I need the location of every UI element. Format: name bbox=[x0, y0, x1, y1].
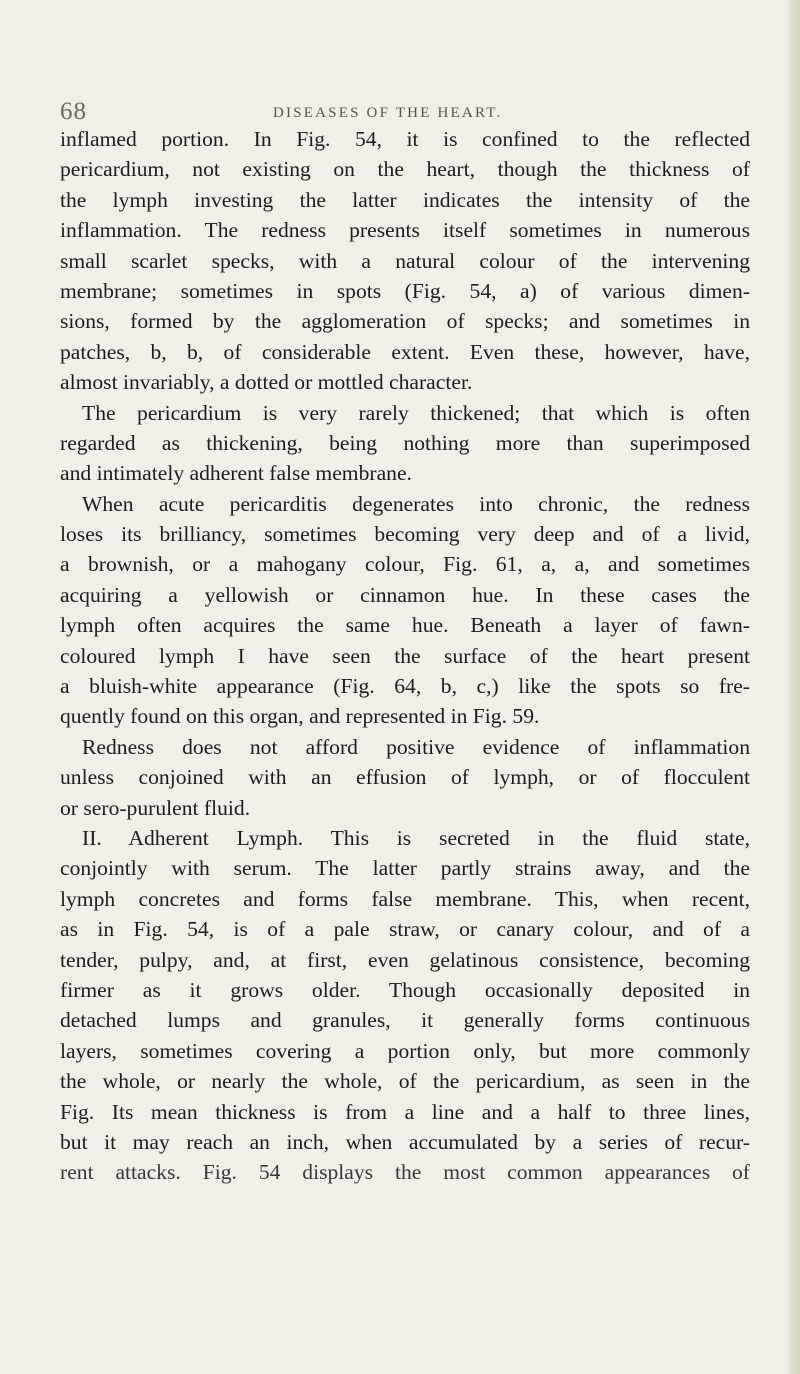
text-line: unless conjoined with an effusion of lymph, or of flocculent bbox=[60, 765, 750, 790]
text-line: layers, sometimes covering a portion only, but more commonly bbox=[60, 1038, 750, 1063]
text-line: When acute pericarditis degenerates into chronic, the redness bbox=[82, 491, 750, 516]
body-text bbox=[60, 124, 750, 1188]
text-line: the lymph investing the latter indicates the intensity of the bbox=[60, 187, 750, 212]
running-head: DISEASES OF THE HEART. bbox=[273, 105, 503, 121]
text-line: Fig. Its mean thickness is from a line and a half to three lines, bbox=[60, 1099, 750, 1124]
text-line: a brownish, or a mahogany colour, Fig. 61, a, a, and sometimes bbox=[60, 552, 750, 577]
text-line: tender, pulpy, and, at first, even gelatinous consistence, becoming bbox=[60, 947, 750, 972]
text-line: Redness does not afford positive evidence of inflammation bbox=[82, 734, 750, 759]
text-line: inflamed portion. In Fig. 54, it is confined to the reflected bbox=[60, 127, 750, 151]
text-line: loses its brilliancy, sometimes becoming very deep and of a livid, bbox=[60, 522, 750, 547]
text-line: The pericardium is very rarely thickened; that which is often bbox=[82, 400, 750, 425]
text-line: sions, formed by the agglomeration of specks; and sometimes in bbox=[60, 309, 750, 334]
text-line: but it may reach an inch, when accumulated by a series of recur- bbox=[60, 1129, 750, 1154]
text-line: firmer as it grows older. Though occasionally deposited in bbox=[60, 977, 750, 1002]
text-line: acquiring a yellowish or cinnamon hue. In these cases the bbox=[60, 582, 750, 607]
text-line: lymph often acquires the same hue. Beneath a layer of fawn- bbox=[60, 613, 750, 638]
text-line: quently found on this organ, and represented in Fig. 59. bbox=[60, 704, 540, 729]
text-line: II. Adherent Lymph. This is secreted in the fluid state, bbox=[82, 825, 750, 850]
text-line: inflammation. The redness presents itself sometimes in numerous bbox=[60, 218, 750, 243]
text-line: patches, b, b, of considerable extent. Even these, however, have, bbox=[60, 339, 750, 364]
text-line: regarded as thickening, being nothing more than superimposed bbox=[60, 430, 750, 455]
text-line: detached lumps and granules, it generally forms continuous bbox=[60, 1008, 750, 1033]
text-line: a bluish-white appearance (Fig. 64, b, c,) like the spots so fre- bbox=[60, 674, 750, 699]
text-line: conjointly with serum. The latter partly strains away, and the bbox=[60, 856, 750, 881]
text-line: the whole, or nearly the whole, of the pericardium, as seen in the bbox=[60, 1069, 750, 1094]
page-edge-shadow bbox=[786, 0, 800, 1374]
text-line: almost invariably, a dotted or mottled character. bbox=[60, 370, 473, 395]
text-line: as in Fig. 54, is of a pale straw, or canary colour, and of a bbox=[60, 917, 750, 942]
text-line: and intimately adherent false membrane. bbox=[60, 461, 412, 486]
text-line: rent attacks. Fig. 54 displays the most common appearances of bbox=[60, 1160, 750, 1185]
text-line: small scarlet specks, with a natural colour of the intervening bbox=[60, 248, 750, 273]
text-line: or sero-purulent fluid. bbox=[60, 795, 251, 820]
text-line: coloured lymph I have seen the surface of the heart present bbox=[60, 643, 750, 668]
text-line: lymph concretes and forms false membrane. This, when recent, bbox=[60, 886, 750, 911]
text-line: membrane; sometimes in spots (Fig. 54, a) of various dimen- bbox=[60, 278, 750, 303]
page-number: 68 bbox=[60, 98, 87, 125]
text-line: pericardium, not existing on the heart, though the thickness of bbox=[60, 157, 750, 182]
